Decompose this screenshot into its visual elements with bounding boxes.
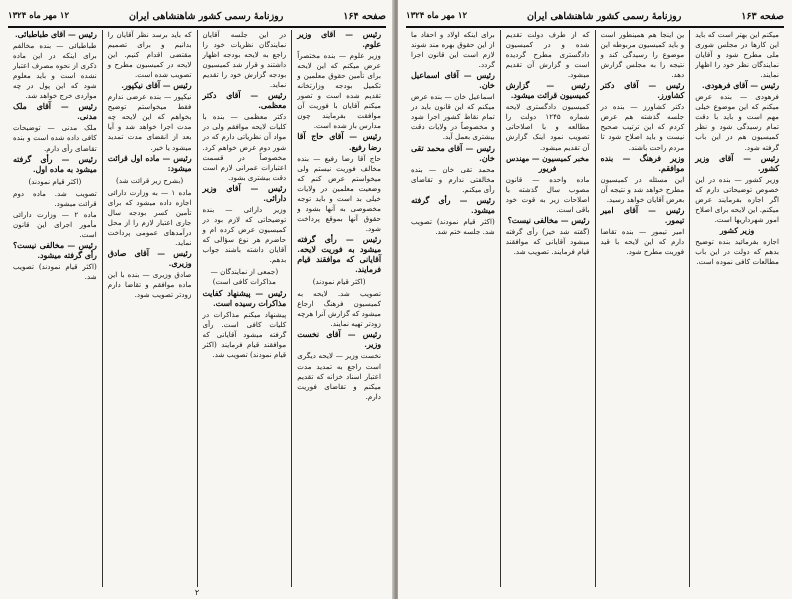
speaker-line: رئیس — رأی گرفته میشود به ماده اول. [13, 154, 97, 174]
left-page-number: صفحه ۱۶۴ [343, 10, 386, 22]
left-paper-title: روزنامهٔ رسمی کشور شاهنشاهی ایران [129, 10, 284, 22]
paragraph: وزیر علوم — بنده مختصراً عرض میکنم که این لایحه برای تأمین حقوق معلمین و تکمیل بودجه وزارتخانه تقدیم شده است و تصور میکنم آقایان با فوریت آن موافقت بفرمایند چون مدارس باز شده است. [297, 51, 381, 131]
paragraph: پیشنهاد میکنم مذاکرات در کلیات کافی است. رأی گرفته میشود آقایانی که موافقند قیام فرمایند (اکثر قیام نمودند) تصویب شد. [202, 310, 287, 360]
paragraph: (اکثر قیام نمودند) تصویب شد. جلسه ختم شد. [411, 216, 495, 236]
left-column-2 [197, 30, 292, 587]
speaker-line: رئیس — مخالفی نیست؟ [507, 215, 590, 225]
right-columns [406, 30, 784, 587]
right-column-1 [689, 30, 784, 587]
right-column-3 [500, 30, 595, 587]
paragraph: وزیر دارائی — بنده توضیحاتی که لازم بود در کمیسیون عرض کرده ام و حاضرم هر نوع سؤالی که آقایان داشته باشند جواب بدهم. [202, 204, 287, 265]
paragraph: که از طرف دولت تقدیم شده و در کمیسیون دادگستری مطرح گردیده است و گزارش آن تقدیم میشود. [505, 30, 590, 80]
paragraph: (اکثر قیام نمودند) تصویب شد. [13, 262, 97, 282]
speaker-line: رئیس — آقای حاج آقا رضا رفیع. [297, 132, 381, 152]
speaker-line: رئیس — آقای امیر تیمور. [600, 205, 685, 225]
speaker-line: رئیس — رأی گرفته میشود به فوریت لایحه. آقایانی که موافقند قیام فرمایند. [297, 234, 381, 275]
right-column-4 [406, 30, 500, 587]
paragraph: طباطبائی — بنده مخالفم برای اینکه در این ماده ذکری از نحوه مصرف اعتبار نشده است و باید معلوم شود که این پول در چه مواردی خرج خواهد شد. [13, 41, 97, 101]
paragraph: وزیر کشور — بنده در این خصوص توضیحاتی دارم که اگر اجازه بفرمایند عرض میکنم. این لایحه برای اصلاح امور شهرداریها است. [695, 174, 779, 224]
left-page-header [8, 8, 386, 28]
paragraph: (اکثر قیام نمودند) [28, 176, 82, 186]
paragraph: اسماعیل خان — بنده عرض میکنم که این قانون باید در تمام نقاط کشور اجرا شود و مخصوصاً در ولایات دقت بیشتری بعمل آید. [411, 92, 495, 142]
paragraph: نخست وزیر — لایحه دیگری است راجع به تمدید مدت اعتبار اسناد خزانه که تقدیم میکنم و تقاضای فوریت دارم. [297, 351, 381, 401]
speaker-line: رئیس — آقای نیکپور. [121, 81, 192, 91]
paragraph: میکنم این بهتر است که باید این کارها در مجلس شوری ملی مطرح شود و آقایان نمایندگان نظر خود را اظهار نمایند. [695, 30, 779, 80]
left-column-3 [102, 30, 197, 587]
paragraph: ین اینجا هم همینطور است و باید کمیسیون مربوطه این موضوع را رسیدگی کند و نتیجه را به مجلس گزارش دهد. [600, 30, 685, 80]
speaker-line: رئیس — آقای فرهودی. [702, 81, 779, 91]
paragraph: دکتر معظمی — بنده با کلیات لایحه موافقم ولی در مواد آن نظریاتی دارم که در شور دوم عرض خواهم کرد. مخصوصاً در قسمت اعتبارات عمرانی لازم است دقت بیشتری بشود. [202, 112, 287, 182]
subheading: مخبر کمیسیون — مهندس فریور [506, 153, 590, 173]
left-page-date: ۱۲ مهر ماه ۱۳۲۴ [8, 11, 70, 21]
left-column-4 [8, 30, 102, 587]
paragraph: نیکپور — بنده عرضی ندارم فقط میخواستم توضیح بخواهم که این لایحه چه مدت اجرا خواهد شد و آیا بعد از انقضای مدت تمدید میشود یا خیر. [107, 92, 192, 152]
paragraph: ماده ۱ — به وزارت دارائی اجازه داده میشود که برای تأمین کسر بودجه سال جاری اعتبار لازم را از محل درآمدهای عمومی پرداخت نماید. [107, 187, 192, 247]
speaker-line: وزیر فرهنگ — بنده موافقم. [600, 153, 685, 173]
left-folio: ۲ [194, 588, 200, 597]
paragraph: این مسئله در کمیسیون مطرح خواهد شد و نتیجه آن بعرض آقایان خواهد رسید. [600, 174, 685, 204]
speaker-line: رئیس — ماده اول قرائت میشود: [107, 153, 192, 173]
paragraph: ماده ۲ — وزارت دارائی مأمور اجرای این قانون است. [13, 209, 97, 239]
paragraph: ملک مدنی — توضیحات کافی داده شده است و بنده تقاضای رأی دارم. [13, 123, 97, 153]
speaker-line: رئیس — آقای دکتر معظمی. [202, 91, 287, 111]
paragraph: ماده واحده — قانون مصوب سال گذشته با اصلاحات زیر به قوت خود باقی است. [505, 174, 590, 214]
paragraph: امیر تیمور — بنده تقاضا دارم که این لایحه با قید فوریت مطرح شود. [600, 226, 685, 256]
speaker-line: رئیس — آقای دکتر کشاورز. [600, 81, 685, 101]
subheading: وزیر کشور [719, 225, 755, 235]
paragraph: دکتر کشاورز — بنده در جلسه گذشته هم عرض کردم که این ترتیب صحیح نیست و باید اصلاح شود تا مردم راحت باشند. [600, 102, 685, 152]
speaker-line: رئیس — آقای نخست وزیر. [297, 330, 381, 350]
left-column-1 [291, 30, 386, 587]
paragraph: (اکثر قیام نمودند) [312, 277, 366, 287]
paragraph: حاج آقا رضا رفیع — بنده مخالف فوریت نیستم ولی میخواستم عرض کنم که وضعیت معلمین در ولایات خیلی بد است و باید توجه مخصوصی به آنها بشود و حقوق آنها بموقع پرداخت شود. [297, 153, 381, 233]
paragraph: برای اینکه اولاد و احفاد ما از این حقوق بهره مند شوند لازم است این قانون اجرا گردد. [411, 30, 495, 70]
right-page-header [406, 8, 784, 28]
speaker-line: رئیس — آقای وزیر دارائی. [202, 183, 287, 203]
speaker-line: رئیس — پیشنهاد کفایت مذاکرات رسیده است. [202, 289, 287, 309]
paragraph: محمد تقی خان — بنده مخالفتی ندارم و تقاضای رأی میکنم. [411, 164, 495, 194]
speaker-line: رئیس — گزارش کمیسیون قرائت میشود. [505, 81, 590, 101]
right-column-2 [595, 30, 690, 587]
paragraph: اجازه بفرمائید بنده توضیح بدهم که دولت در این باب مطالعات کافی نموده است. [695, 236, 779, 267]
paragraph: (جمعی از نمایندگان — مذاکرات کافی است) [210, 267, 279, 287]
speaker-line: رئیس — آقای محمد تقی خان. [411, 143, 495, 163]
right-page [398, 0, 792, 599]
left-columns [8, 30, 386, 587]
speaker-line: رئیس — آقای وزیر علوم. [297, 30, 381, 50]
speaker-line: رئیس — رأی گرفته میشود. [411, 195, 495, 215]
paragraph: (بشرح زیر قرائت شد) [116, 175, 184, 185]
paragraph: که باید برسد نظر آقایان را بدانیم و برای تصمیم مقتضی اقدام کنیم. این لایحه در کمیسیون مطرح و تصویب شده است. [107, 30, 192, 80]
right-page-date: ۱۲ مهر ماه ۱۳۲۴ [406, 11, 468, 21]
speaker-line: رئیس — آقای وزیر کشور. [695, 153, 779, 173]
paragraph: در این جلسه آقایان نمایندگان نظریات خود را راجع به لایحه بودجه اظهار داشتند و قرار شد کمیسیون بودجه گزارش خود را تقدیم نماید. [202, 30, 287, 90]
speaker-line: رئیس — آقای ملک مدنی. [13, 102, 97, 122]
paragraph: فرهودی — بنده عرض میکنم که این موضوع خیلی مهم است و باید با دقت تمام رسیدگی شود و نظر کمیسیون هم در این باب گرفته شود. [695, 92, 779, 152]
paragraph: تصویب شد. ماده دوم قرائت میشود. [13, 188, 97, 208]
right-paper-title: روزنامهٔ رسمی کشور شاهنشاهی ایران [527, 10, 682, 22]
left-page [0, 0, 394, 599]
paragraph: (گفته شد خیر) رأی گرفته میشود آقایانی که موافقند قیام فرمایند. تصویب شد. [505, 226, 590, 256]
paragraph: تصویب شد. لایحه به کمیسیون فرهنگ ارجاع میشود که گزارش آنرا هرچه زودتر تهیه نمایند. [297, 289, 381, 329]
speaker-line: رئیس — مخالفی نیست؟ رأی گرفته میشود. [13, 240, 97, 260]
speaker-line: رئیس — آقای صادق وزیری. [107, 248, 192, 269]
paragraph: کمیسیون دادگستری لایحه شماره ۱۲۴۵ دولت را مطالعه و با اصلاحاتی تصویب نمود اینک گزارش آن تقدیم میشود. [505, 102, 590, 152]
right-page-number: صفحه ۱۶۳ [741, 10, 784, 22]
speaker-line: رئیس — آقای طباطبائی. [14, 30, 97, 39]
speaker-line: رئیس — آقای اسماعیل خان. [411, 71, 495, 91]
paragraph: صادق وزیری — بنده با این ماده موافقم و تقاضا دارم زودتر تصویب شود. [107, 270, 192, 300]
